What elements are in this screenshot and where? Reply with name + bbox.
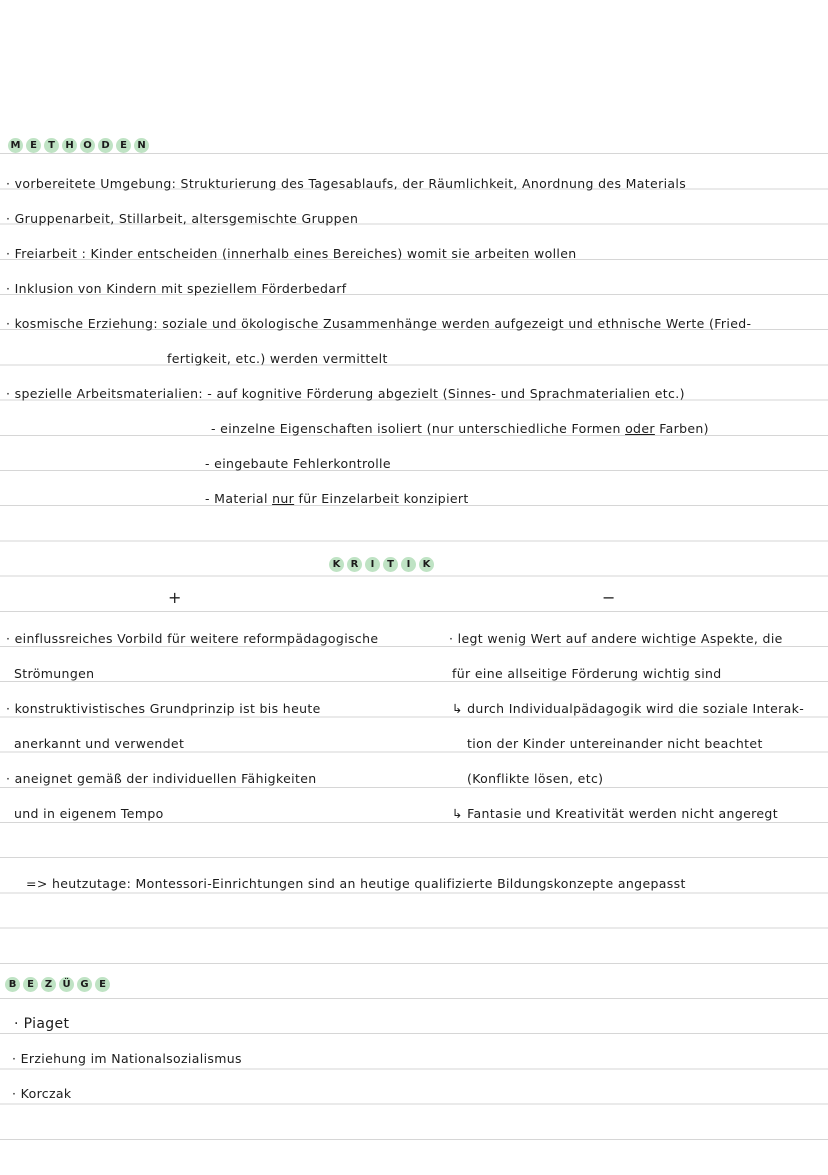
heading-letter: H <box>62 138 77 153</box>
heading-letter: T <box>44 138 59 153</box>
methoden-line-3: · Freiarbeit : Kinder entscheiden (innerhalb eines Bereiches) womit sie arbeiten wollen <box>6 246 577 261</box>
heading-letter: I <box>365 557 380 572</box>
kritik-minus-line-2: für eine allseitige Förderung wichtig sind <box>452 666 722 681</box>
heading-letter: E <box>95 977 110 992</box>
kritik-minus-line-6: ↳ Fantasie und Kreativität werden nicht angeregt <box>452 806 778 821</box>
heading-kritik <box>329 557 434 572</box>
kritik-plus-line-4: anerkannt und verwendet <box>14 736 185 751</box>
methoden-sub-fehlerkontrolle: - eingebaute Fehlerkontrolle <box>205 456 391 471</box>
kritik-plus-line-3: · konstruktivistisches Grundprinzip ist bis heute <box>6 701 321 716</box>
heading-letter: Z <box>41 977 56 992</box>
heading-letter: I <box>401 557 416 572</box>
methoden-sub-material: - Material nur für Einzelarbeit konzipiert <box>205 491 469 506</box>
kritik-plus-line-6: und in eigenem Tempo <box>14 806 164 821</box>
heading-letter: K <box>419 557 434 572</box>
fazit-line: => heutzutage: Montessori-Einrichtungen sind an heutige qualifizierte Bildungskonzepte angepasst <box>26 876 686 891</box>
heading-letter: G <box>77 977 92 992</box>
kritik-minus-line-5: (Konflikte lösen, etc) <box>467 771 604 786</box>
methoden-sub-einzelne: - einzelne Eigenschaften isoliert (nur unterschiedliche Formen oder Farben) <box>211 421 709 436</box>
kritik-plus-line-5: · aneignet gemäß der individuellen Fähigkeiten <box>6 771 317 786</box>
heading-letter: Ü <box>59 977 74 992</box>
heading-letter: O <box>80 138 95 153</box>
heading-letter: E <box>26 138 41 153</box>
bezuege-item-korczak: · Korczak <box>12 1086 72 1101</box>
minus-symbol: − <box>602 588 616 607</box>
plus-symbol: + <box>168 588 182 607</box>
methoden-line-5: · kosmische Erziehung: soziale und ökologische Zusammenhänge werden aufgezeigt und ethnische Werte (Fried- <box>6 316 752 331</box>
methoden-line-1: · vorbereitete Umgebung: Strukturierung des Tagesablaufs, der Räumlichkeit, Anordnung des Materials <box>6 176 687 191</box>
heading-letter: R <box>347 557 362 572</box>
heading-methoden <box>8 138 149 153</box>
methoden-line-2: · Gruppenarbeit, Stillarbeit, altersgemischte Gruppen <box>6 211 359 226</box>
heading-letter: E <box>23 977 38 992</box>
heading-letter: N <box>134 138 149 153</box>
heading-letter: D <box>98 138 113 153</box>
heading-bezuege <box>5 977 110 992</box>
bezuege-item-piaget: · Piaget <box>14 1016 70 1032</box>
methoden-line-4: · Inklusion von Kindern mit speziellem Förderbedarf <box>6 281 347 296</box>
kritik-plus-line-2: Strömungen <box>14 666 95 681</box>
kritik-minus-line-3: ↳ durch Individualpädagogik wird die soziale Interak- <box>452 701 805 716</box>
heading-letter: T <box>383 557 398 572</box>
bezuege-item-ns: · Erziehung im Nationalsozialismus <box>12 1051 242 1066</box>
heading-letter: M <box>8 138 23 153</box>
methoden-line-7: · spezielle Arbeitsmaterialien: - auf kognitive Förderung abgezielt (Sinnes- und Sprachmaterialien etc.) <box>6 386 685 401</box>
methoden-line-6: fertigkeit, etc.) werden vermittelt <box>167 351 388 366</box>
heading-letter: B <box>5 977 20 992</box>
kritik-plus-line-1: · einflussreiches Vorbild für weitere reformpädagogische <box>6 631 379 646</box>
heading-letter: K <box>329 557 344 572</box>
kritik-minus-line-1: · legt wenig Wert auf andere wichtige Aspekte, die <box>449 631 783 646</box>
heading-letter: E <box>116 138 131 153</box>
kritik-minus-line-4: tion der Kinder untereinander nicht beachtet <box>467 736 763 751</box>
